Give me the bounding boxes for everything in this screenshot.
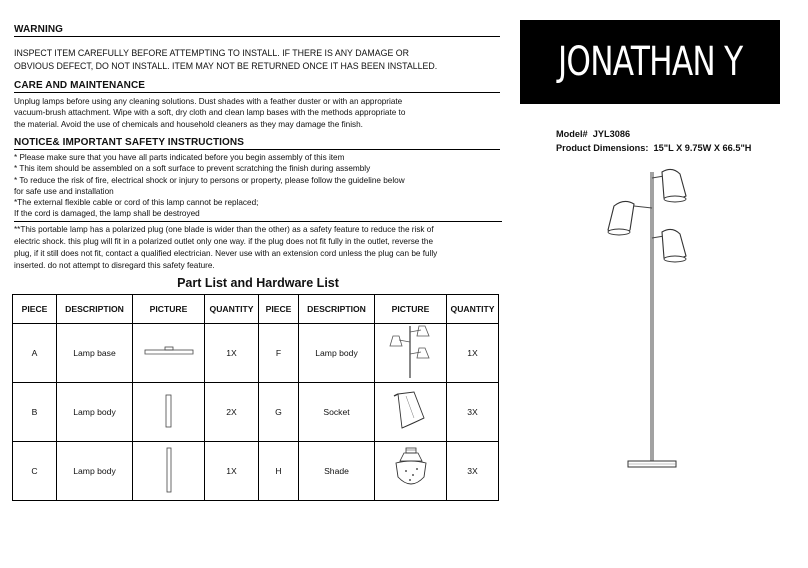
plug-line: inserted. do not attempt to disregard this safety feature.	[14, 261, 215, 270]
piece-cell: F	[259, 324, 299, 383]
desc-cell: Lamp body	[299, 324, 375, 383]
col-header: QUANTITY	[447, 295, 499, 324]
parts-table	[12, 294, 499, 501]
col-header: DESCRIPTION	[57, 295, 133, 324]
qty-cell: 1X	[447, 324, 499, 383]
floor-lamp-illustration	[600, 164, 710, 474]
care-line: vacuum-brush attachment. Wipe with a soft, dry cloth and clean lamp bases with the methods appropriate to	[14, 108, 406, 118]
qty-cell: 3X	[447, 442, 499, 501]
notice-line: *The external flexible cable or cord of this lamp cannot be replaced;	[14, 198, 259, 208]
care-line: Unplug lamps before using any cleaning solutions. Dust shades with a feather duster or with an appropriate	[14, 97, 403, 106]
picture-cell	[133, 383, 205, 442]
col-header: PICTURE	[133, 295, 205, 324]
desc-cell: Lamp base	[57, 324, 133, 383]
care-line: the material. Avoid the use of chemicals and household cleaners as they may damage the finish.	[14, 119, 363, 129]
piece-cell: H	[259, 442, 299, 501]
piece-cell: B	[13, 383, 57, 442]
col-header: DESCRIPTION	[299, 295, 375, 324]
table-row	[13, 383, 499, 442]
model-label: Model#	[556, 129, 588, 139]
picture-cell	[375, 324, 447, 383]
long-rod-picture	[159, 446, 179, 494]
notice-line: If the cord is damaged, the lamp shall be destroyed	[14, 209, 200, 219]
warning-line: INSPECT ITEM CAREFULLY BEFORE ATTEMPTING TO INSTALL. IF THERE IS ANY DAMAGE OR	[14, 48, 409, 58]
plug-text	[14, 224, 502, 272]
piece-cell: G	[259, 383, 299, 442]
dimensions-line	[556, 141, 751, 155]
notice-line: * Please make sure that you have all parts indicated before you begin assembly of this item	[14, 153, 345, 162]
notice-text	[14, 152, 502, 222]
warning-text	[14, 47, 502, 72]
qty-cell: 1X	[205, 442, 259, 501]
brand-name: JONATHAN Y	[557, 39, 743, 85]
dimensions-value: 15"L X 9.75W X 66.5"H	[653, 143, 752, 153]
brand-logo	[520, 20, 780, 104]
col-header: PIECE	[13, 295, 57, 324]
notice-line: * This item should be assembled on a soft surface to prevent scratching the finish during assembly	[14, 164, 371, 174]
notice-heading: NOTICE& IMPORTANT SAFETY INSTRUCTIONS	[14, 137, 500, 150]
plug-line: **This portable lamp has a polarized plug (one blade is wider than the other) as a safety feature to reduce the risk of	[14, 225, 434, 234]
care-heading: CARE AND MAINTENANCE	[14, 80, 500, 93]
desc-cell: Socket	[299, 383, 375, 442]
desc-cell: Lamp body	[57, 442, 133, 501]
socket-picture	[386, 388, 436, 434]
picture-cell	[133, 442, 205, 501]
notice-line: for safe use and installation	[14, 186, 114, 196]
col-header: QUANTITY	[205, 295, 259, 324]
piece-cell: A	[13, 324, 57, 383]
col-header: PICTURE	[375, 295, 447, 324]
model-value: JYL3086	[592, 129, 631, 139]
picture-cell	[133, 324, 205, 383]
shade-picture	[386, 445, 436, 495]
col-header: PIECE	[259, 295, 299, 324]
qty-cell: 1X	[205, 324, 259, 383]
warning-line: OBVIOUS DEFECT, DO NOT INSTALL. ITEM MAY NOT BE RETURNED ONCE IT HAS BEEN INSTALLED.	[14, 60, 438, 71]
desc-cell: Lamp body	[57, 383, 133, 442]
picture-cell	[375, 383, 447, 442]
warning-heading: WARNING	[14, 24, 500, 37]
dimensions-label: Product Dimensions:	[556, 143, 649, 153]
qty-cell: 3X	[447, 383, 499, 442]
plug-line: electric shock. this plug will fit in a polarized outlet only one way. if the plug does not fit fully in the outlet, reverse the	[14, 237, 433, 246]
model-line	[556, 127, 751, 141]
product-info	[556, 127, 751, 155]
care-text	[14, 96, 502, 130]
qty-cell: 2X	[205, 383, 259, 442]
table-header-row	[13, 295, 499, 324]
picture-cell	[375, 442, 447, 501]
parts-title: Part List and Hardware List	[177, 276, 339, 290]
table-row	[13, 442, 499, 501]
notice-line: * To reduce the risk of fire, electrical shock or injury to persons or property, please follow the guideline below	[14, 175, 405, 185]
piece-cell: C	[13, 442, 57, 501]
lamp-base-picture	[139, 342, 199, 362]
table-row	[13, 324, 499, 383]
desc-cell: Shade	[299, 442, 375, 501]
lamp-body-picture	[381, 324, 441, 380]
plug-line: plug, if it still does not fit, contact a qualified electrician. Never use with an extension cord unless the plug can be fully	[14, 249, 438, 258]
short-rod-picture	[159, 391, 179, 431]
